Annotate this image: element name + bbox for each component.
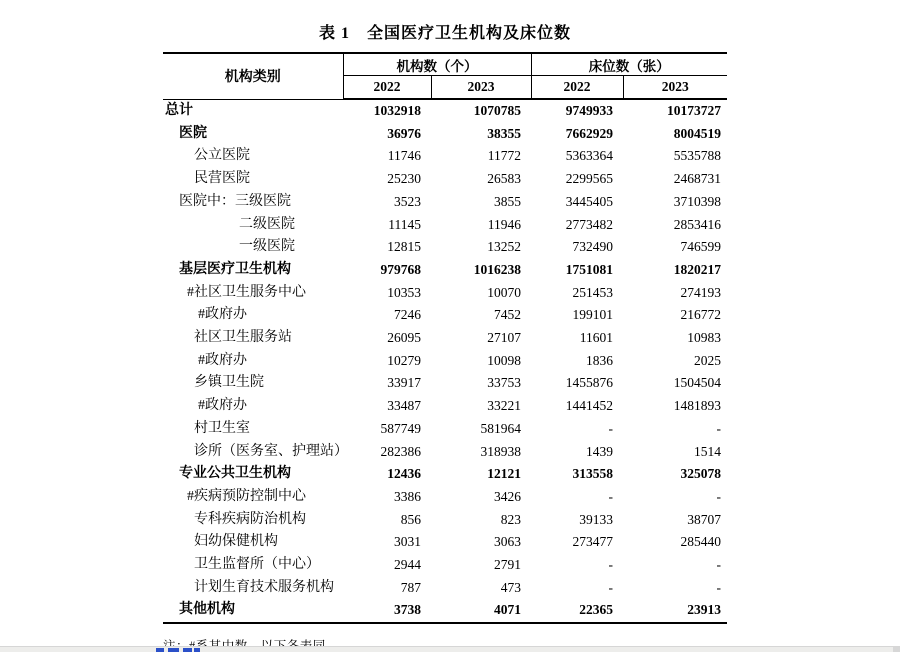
table-row (163, 327, 727, 350)
row-value: 36976 (387, 125, 421, 141)
row-value: 3523 (394, 193, 421, 209)
row-value: 2468731 (673, 171, 721, 187)
row-value: 3426 (494, 488, 521, 504)
row-value: 581964 (480, 420, 521, 436)
row-label: 其他机构 (179, 602, 235, 618)
row-value: 26583 (487, 171, 521, 187)
row-value: - (608, 488, 613, 504)
row-value: 746599 (680, 239, 721, 255)
row-value: 7246 (394, 307, 421, 323)
row-value: 823 (500, 511, 521, 527)
row-value: 2025 (694, 352, 721, 368)
row-label: 村卫生室 (194, 420, 250, 436)
header-group-beds: 床位数（张） (531, 53, 727, 76)
row-value: 1016238 (473, 261, 521, 277)
table-header (163, 53, 727, 99)
row-value: 5363364 (565, 148, 613, 164)
row-value: 325078 (680, 466, 721, 482)
row-value: 1481893 (673, 398, 721, 414)
document-page (163, 20, 727, 654)
row-value: 1751081 (565, 261, 613, 277)
row-label: 计划生育技术服务机构 (194, 579, 334, 595)
row-value: 2944 (394, 557, 421, 573)
row-value: 587749 (380, 420, 421, 436)
cut-off-blue-link[interactable] (156, 648, 200, 652)
row-value: 33487 (387, 398, 421, 414)
table-row (163, 395, 727, 418)
row-value: 1032918 (373, 103, 421, 118)
row-label: 医院中：三级医院 (179, 193, 291, 209)
row-value: 39133 (579, 511, 613, 527)
row-label: 基层医疗卫生机构 (179, 261, 291, 277)
row-label: 诊所（医务室、护理站） (194, 443, 348, 459)
row-label: 医院 (179, 125, 207, 141)
row-value: 23913 (687, 602, 721, 618)
row-value: 7662929 (565, 125, 613, 141)
table-row (163, 145, 727, 168)
row-value: - (716, 579, 721, 595)
row-value: 732490 (572, 239, 613, 255)
row-label: 妇幼保健机构 (194, 534, 278, 550)
row-value: 25230 (387, 171, 421, 187)
table-row (163, 214, 727, 237)
row-value: 3386 (394, 488, 421, 504)
row-label: 公立医院 (194, 148, 250, 164)
row-value: 199101 (572, 307, 613, 323)
header-category: 机构类别 (163, 53, 343, 99)
row-value: 10983 (687, 330, 721, 346)
table-row (163, 236, 727, 259)
table-row (163, 531, 727, 554)
row-label: #社区卫生服务中心 (187, 284, 306, 300)
row-value: 1820217 (673, 261, 721, 277)
row-value: 3445405 (565, 193, 613, 209)
row-value: 787 (400, 579, 421, 595)
row-value: 3738 (394, 602, 421, 618)
table-row (163, 599, 727, 623)
row-value: 3063 (494, 534, 521, 550)
row-label: 一级医院 (239, 239, 295, 255)
row-value: 979768 (380, 261, 421, 277)
row-value: 1504504 (673, 375, 721, 391)
row-value: 1439 (586, 443, 613, 459)
row-value: 12121 (487, 466, 521, 482)
row-value: 33221 (487, 398, 521, 414)
row-label: 民营医院 (194, 171, 250, 187)
row-value: 856 (400, 511, 421, 527)
row-label: 专科疾病防治机构 (194, 511, 306, 527)
row-value: 2299565 (565, 171, 613, 187)
row-value: - (716, 557, 721, 573)
row-value: - (716, 488, 721, 504)
row-label: #政府办 (198, 398, 247, 414)
table-row (163, 372, 727, 395)
table-row (163, 554, 727, 577)
row-value: 1514 (694, 443, 721, 459)
row-value: 10173727 (667, 103, 721, 118)
row-value: 33917 (387, 375, 421, 391)
row-value: 2773482 (565, 216, 613, 232)
row-value: 10279 (387, 352, 421, 368)
header-year-beds-2023: 2023 (623, 76, 727, 100)
row-value: 12436 (387, 466, 421, 482)
row-value: 285440 (680, 534, 721, 550)
row-value: 4071 (494, 602, 521, 618)
row-value: 273477 (572, 534, 613, 550)
row-label: #疾病预防控制中心 (187, 488, 306, 504)
row-label: 专业公共卫生机构 (179, 466, 291, 482)
table-row (163, 418, 727, 441)
row-value: 3710398 (673, 193, 721, 209)
row-label: 卫生监督所（中心） (194, 557, 320, 573)
row-value: 216772 (680, 307, 721, 323)
row-value: 13252 (487, 239, 521, 255)
table-row (163, 168, 727, 191)
row-value: 38707 (687, 511, 721, 527)
table-row (163, 463, 727, 486)
table-row (163, 577, 727, 600)
row-value: 10098 (487, 352, 521, 368)
row-value: - (608, 420, 613, 436)
row-value: 3855 (494, 193, 521, 209)
row-value: 27107 (487, 330, 521, 346)
table-row (163, 259, 727, 282)
row-value: 11145 (388, 216, 421, 232)
row-value: 1441452 (565, 398, 613, 414)
row-value: 11772 (487, 148, 521, 164)
row-value: - (608, 579, 613, 595)
row-value: 2853416 (673, 216, 721, 232)
table-row (163, 304, 727, 327)
row-value: 38355 (487, 125, 521, 141)
statistics-table (163, 52, 727, 624)
row-value: 313558 (572, 466, 613, 482)
table-body (163, 99, 727, 623)
row-value: 1455876 (565, 375, 613, 391)
row-label: #政府办 (198, 307, 247, 323)
row-value: 22365 (579, 602, 613, 618)
row-value: 11946 (487, 216, 521, 232)
window-bottom-edge (0, 646, 900, 652)
table-row (163, 486, 727, 509)
row-value: 33753 (487, 375, 521, 391)
row-label: #政府办 (198, 352, 247, 368)
table-row (163, 191, 727, 214)
row-value: 2791 (494, 557, 521, 573)
row-value: 10070 (487, 284, 521, 300)
row-value: - (608, 557, 613, 573)
row-value: 3031 (394, 534, 421, 550)
header-year-inst-2022: 2022 (343, 76, 431, 100)
row-value: 12815 (387, 239, 421, 255)
row-value: - (716, 420, 721, 436)
row-value: 8004519 (673, 125, 721, 141)
row-value: 282386 (380, 443, 421, 459)
row-value: 473 (500, 579, 521, 595)
row-label: 乡镇卫生院 (194, 375, 264, 391)
header-year-beds-2022: 2022 (531, 76, 623, 100)
row-value: 1836 (586, 352, 613, 368)
row-value: 11601 (579, 330, 613, 346)
header-year-inst-2023: 2023 (431, 76, 531, 100)
row-value: 251453 (572, 284, 613, 300)
row-value: 26095 (387, 330, 421, 346)
row-value: 274193 (680, 284, 721, 300)
scrollbar-corner (893, 647, 900, 652)
row-value: 11746 (387, 148, 421, 164)
table-row (163, 282, 727, 305)
table-row (163, 350, 727, 373)
row-value: 318938 (480, 443, 521, 459)
row-label: 社区卫生服务站 (194, 330, 292, 346)
row-value: 1070785 (473, 103, 521, 118)
row-value: 9749933 (565, 103, 613, 118)
row-value: 7452 (494, 307, 521, 323)
row-label: 二级医院 (239, 216, 295, 232)
row-value: 10353 (387, 284, 421, 300)
table-row (163, 99, 727, 123)
table-title: 表 1 全国医疗卫生机构及床位数 (318, 25, 571, 42)
table-row (163, 509, 727, 532)
header-group-institutions: 机构数（个） (343, 53, 531, 76)
table-row (163, 441, 727, 464)
row-label: 总计 (165, 102, 193, 118)
row-value: 5535788 (673, 148, 721, 164)
table-row (163, 123, 727, 146)
